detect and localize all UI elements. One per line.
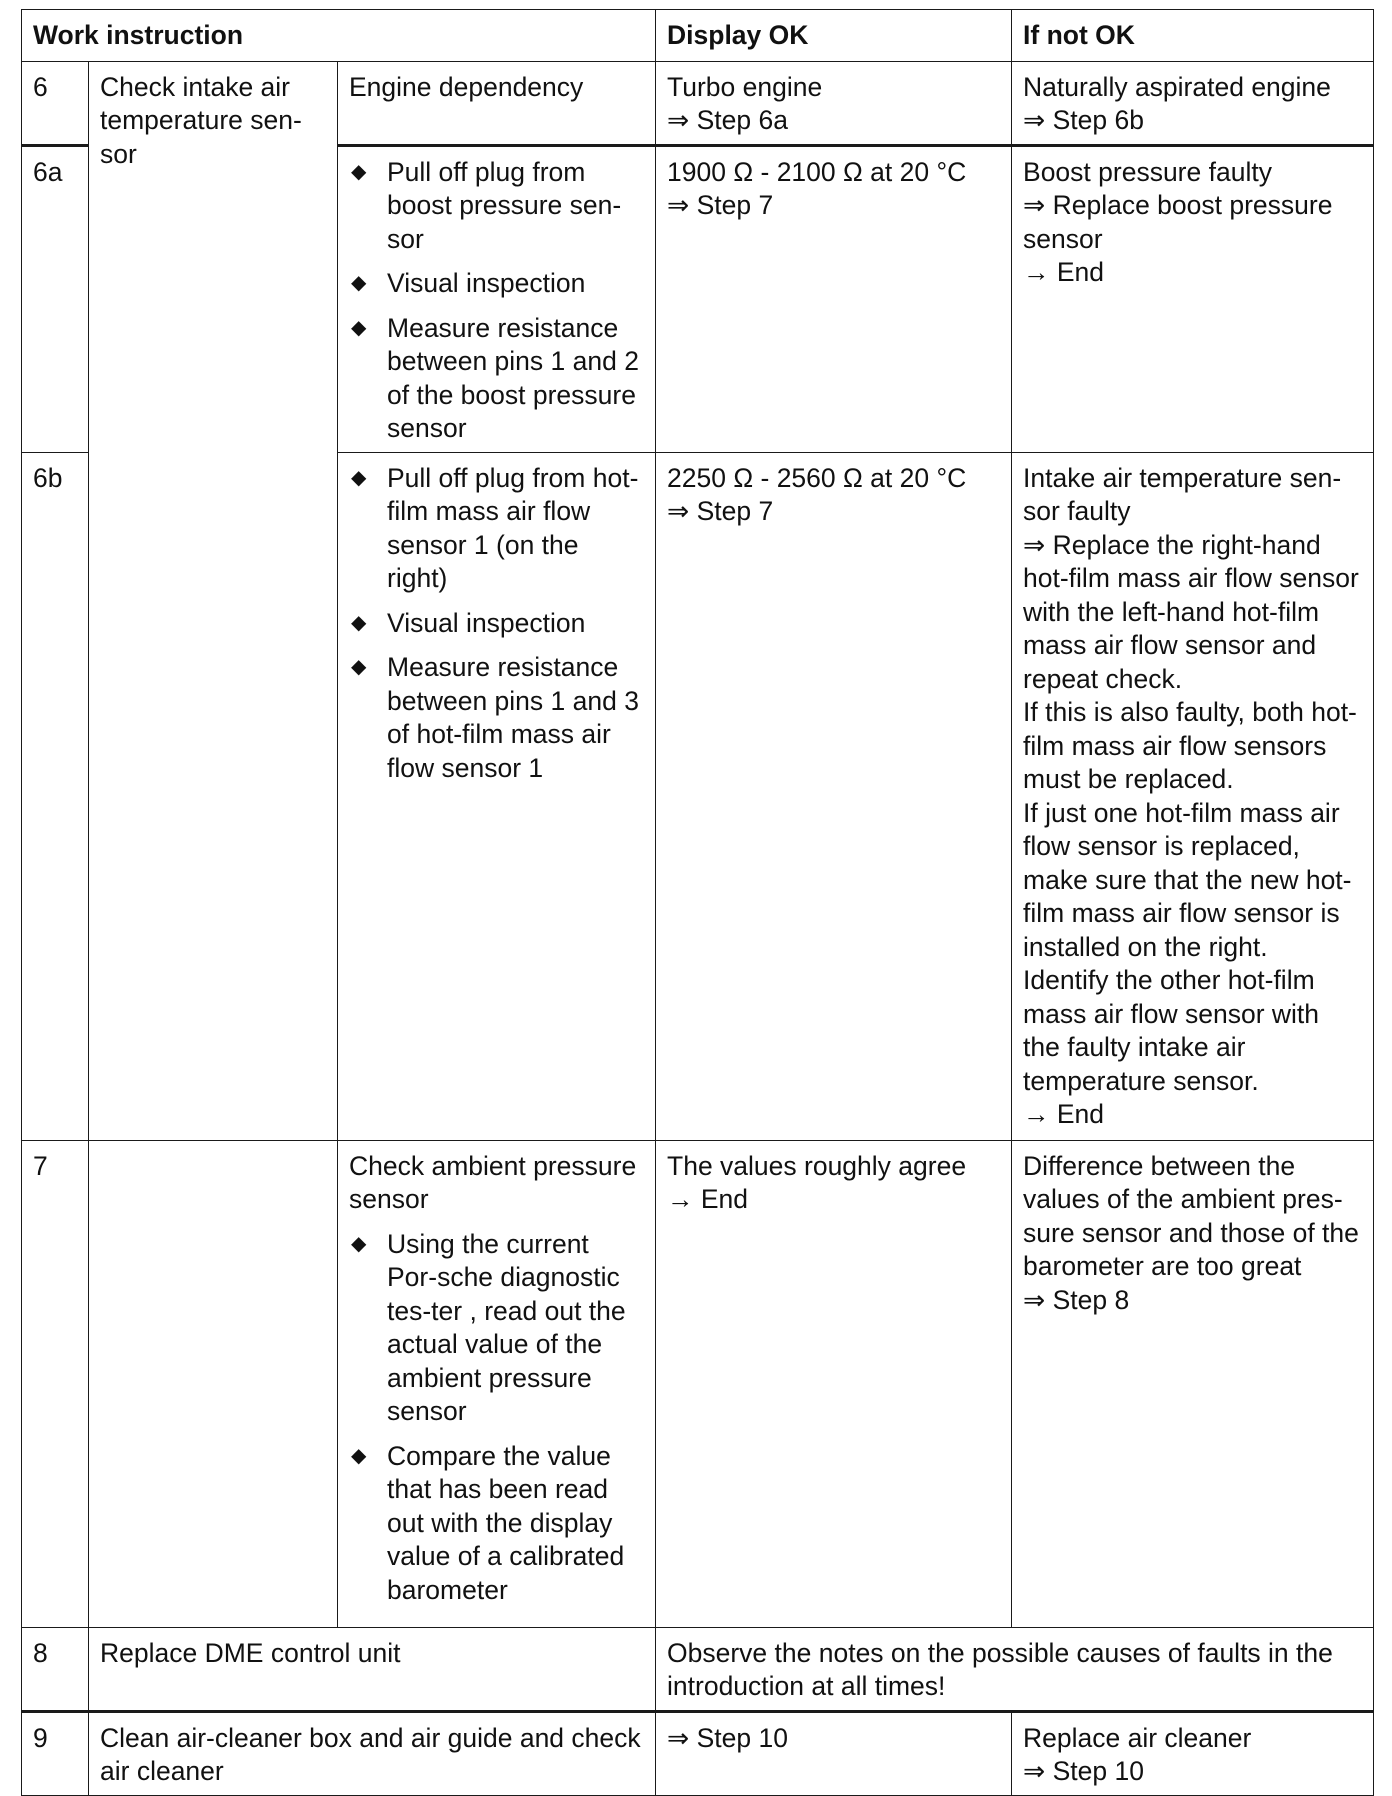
header-row [22, 10, 1374, 62]
step-number: 7 [22, 1140, 89, 1627]
ok-line: ⇒ Step 6a [667, 105, 788, 135]
step-instruction: Engine dependency [338, 61, 656, 145]
step-number: 8 [22, 1627, 89, 1711]
diamond-bullet-icon: ◆ [351, 316, 367, 339]
step-instruction [338, 452, 656, 1140]
not-ok-line: Identify the other hot-film mass air flow sensor with the faulty intake air temperature sensor. [1023, 965, 1320, 1096]
not-ok-line: Boost pressure faulty [1023, 156, 1272, 187]
display-ok-cell [656, 145, 1012, 452]
not-ok-line: ⇒ Replace boost pressure sensor [1023, 190, 1333, 254]
if-not-ok-cell [1012, 1140, 1374, 1627]
bullet-list [349, 156, 645, 446]
bullet-item: ◆ Measure resistance between pins 1 and 2 of the boost pressure sensor [351, 312, 639, 443]
ok-line: → End [667, 1184, 749, 1214]
not-ok-line: Naturally aspirated engine [1023, 71, 1331, 102]
diamond-bullet-icon: ◆ [351, 160, 367, 183]
table-row-step-6 [22, 61, 1374, 145]
bullet-list [349, 462, 645, 786]
not-ok-line: If this is also faulty, both hot-film mass air flow sensors must be replaced. [1023, 697, 1357, 794]
diamond-bullet-icon: ◆ [351, 466, 367, 489]
bullet-item: ◆ Pull off plug from boost pressure sen-sor [351, 156, 622, 254]
ok-line: The values roughly agree [667, 1150, 967, 1181]
step-instruction: Replace DME control unit [89, 1627, 656, 1711]
not-ok-line: → End [1023, 257, 1105, 287]
step-number: 6b [22, 452, 89, 1140]
table-row-step-8 [22, 1627, 1374, 1711]
header-work-instruction: Work instruction [22, 10, 656, 62]
not-ok-line: ⇒ Replace the right-hand hot-film mass air flow sensor with the left-hand hot-film mass air flow sensor and repeat check. [1023, 529, 1359, 694]
header-if-not-ok: If not OK [1012, 10, 1374, 62]
if-not-ok-cell [1012, 1711, 1374, 1795]
bullet-item: ◆ Visual inspection [349, 607, 645, 641]
not-ok-line: ⇒ Step 10 [1023, 1756, 1144, 1786]
display-ok-cell [656, 61, 1012, 145]
bullet-list [349, 1228, 645, 1608]
step-title-empty [89, 1140, 338, 1627]
ok-line: 2250 Ω - 2560 Ω at 20 °C [667, 462, 967, 493]
step-title: Check intake air temperature sen-sor [89, 61, 338, 1140]
diamond-bullet-icon: ◆ [351, 1232, 367, 1255]
step-instruction [338, 145, 656, 452]
diamond-bullet-icon: ◆ [351, 1444, 367, 1467]
bullet-item: ◆ Compare the value that has been read out with the display value of a calibrated barometer [351, 1440, 625, 1605]
step-number: 6a [22, 145, 89, 452]
step-note: Observe the notes on the possible causes of faults in the introduction at all times! [656, 1627, 1374, 1711]
diamond-bullet-icon: ◆ [351, 272, 367, 294]
bullet-item: ◆ Measure resistance between pins 1 and 3 of hot-film mass air flow sensor 1 [351, 652, 639, 783]
instruction-heading: Check ambient pressure sensor [349, 1150, 637, 1214]
table-row-step-7 [22, 1140, 1374, 1627]
header-display-ok: Display OK [656, 10, 1012, 62]
not-ok-line: ⇒ Step 6b [1023, 105, 1144, 135]
not-ok-line: Intake air temperature sen-sor faulty [1023, 462, 1342, 526]
bullet-item: ◆ Visual inspection [349, 267, 645, 301]
bullet-item: ◆ Using the current Por-sche diagnostic tes-ter , read out the actual value of the ambient pressure sensor [351, 1228, 626, 1426]
not-ok-line: ⇒ Step 8 [1023, 1284, 1130, 1315]
diamond-bullet-icon: ◆ [351, 611, 367, 634]
if-not-ok-cell [1012, 452, 1374, 1140]
ok-line: ⇒ Step 7 [667, 496, 774, 526]
not-ok-line: Difference between the values of the ambient pres-sure sensor and those of the barometer are too great [1023, 1150, 1359, 1281]
work-instruction-table [21, 9, 1374, 1796]
not-ok-line: If just one hot-film mass air flow sensor is replaced, make sure that the new hot-film mass air flow sensor is installed on the right. [1023, 797, 1352, 962]
display-ok-cell [656, 1140, 1012, 1627]
not-ok-line: → End [1023, 1099, 1105, 1129]
bullet-item: ◆ Pull off plug from hot-film mass air flow sensor 1 (on the right) [351, 462, 639, 593]
step-number: 9 [22, 1711, 89, 1795]
if-not-ok-cell [1012, 145, 1374, 452]
table-row-step-9 [22, 1711, 1374, 1795]
display-ok-cell: ⇒ Step 10 [656, 1711, 1012, 1795]
step-number: 6 [22, 61, 89, 145]
display-ok-cell [656, 452, 1012, 1140]
diamond-bullet-icon: ◆ [351, 656, 367, 678]
ok-line: Turbo engine [667, 71, 823, 102]
ok-line: ⇒ Step 7 [667, 190, 774, 220]
not-ok-line: Replace air cleaner [1023, 1722, 1252, 1753]
step-instruction: Clean air-cleaner box and air guide and check air cleaner [89, 1711, 656, 1795]
step-instruction [338, 1140, 656, 1627]
if-not-ok-cell [1012, 61, 1374, 145]
ok-line: 1900 Ω - 2100 Ω at 20 °C [667, 156, 967, 187]
